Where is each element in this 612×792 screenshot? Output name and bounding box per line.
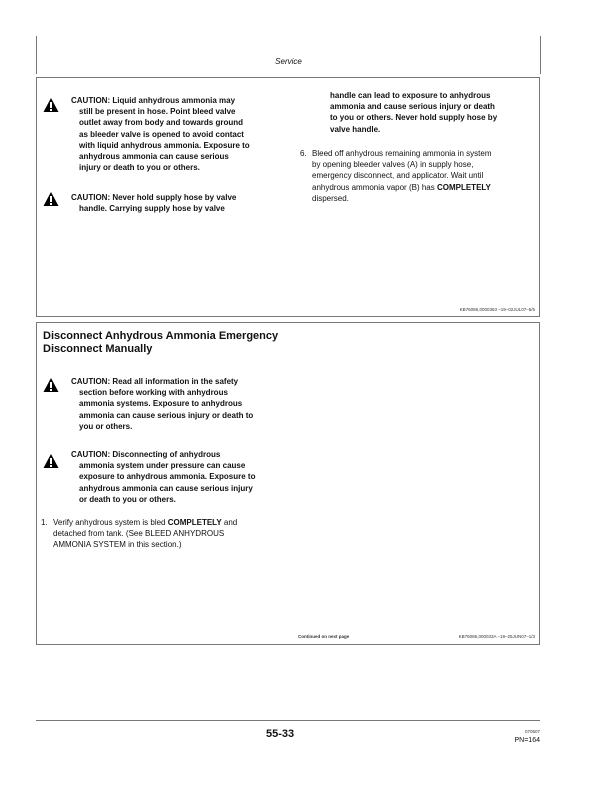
page-index: PN=164	[514, 737, 540, 744]
caution-supply-hose: CAUTION: Never hold supply hose by valve handle. Carrying supply hose by valve	[71, 193, 237, 214]
warning-triangle-icon	[43, 97, 59, 113]
section-disconnect-box	[36, 322, 540, 645]
reference-code: KB76086,000033A –19–25JUN07–1/3	[458, 634, 535, 639]
running-head: Service	[275, 57, 302, 66]
warning-triangle-icon	[43, 453, 59, 469]
header-left-rule	[36, 36, 37, 74]
caution-safety-info: CAUTION: Read all information in the safety section before working with anhydrous ammonia systems. Exposure to anhydrous ammonia can cause serious injury or death to you or others.	[71, 377, 254, 431]
warning-triangle-icon	[43, 377, 59, 393]
reference-code: KB76086,0000363 –19–02JUL07–5/5	[459, 307, 535, 312]
date-code: 070507	[524, 729, 540, 734]
continued-note: Continued on next page	[298, 634, 350, 639]
warning-triangle-icon	[43, 191, 59, 207]
header-right-rule	[540, 36, 541, 74]
step-1: 1. Verify anhydrous system is bled COMPLETELY and detached from tank. (See BLEED ANHYDROUS AMMONIA SYSTEM in this section.)	[41, 518, 238, 550]
footer-rule	[36, 720, 540, 721]
caution-supply-hose-continued: handle can lead to exposure to anhydrous ammonia and cause serious injury or death to you or others. Never hold supply hose by valve handle.	[330, 91, 498, 134]
step-6: 6. Bleed off anhydrous remaining ammonia in system by opening bleeder valves (A) in supply hose, emergency disconnect, and applicator. Wait until anhydrous ammonia vapor (B) has COMPLETELY dispersed.	[300, 149, 492, 203]
section-bleed-box	[36, 77, 540, 317]
section-title: Disconnect Anhydrous Ammonia Emergency Disconnect Manually	[43, 330, 279, 356]
caution-liquid-ammonia: CAUTION: Liquid anhydrous ammonia may still be present in hose. Point bleed valve outlet away from body and towards ground as bleeder valve is opened to avoid contact with liquid anhydrous ammonia. Exposure to anhydrous ammonia can cause serious injury or death to you or others.	[71, 96, 250, 173]
caution-pressure: CAUTION: Disconnecting of anhydrous ammonia system under pressure can cause exposure to anhydrous ammonia. Exposure to anhydrous ammonia can cause serious injury or death to you or others.	[71, 450, 256, 504]
page-number: 55-33	[266, 728, 295, 740]
